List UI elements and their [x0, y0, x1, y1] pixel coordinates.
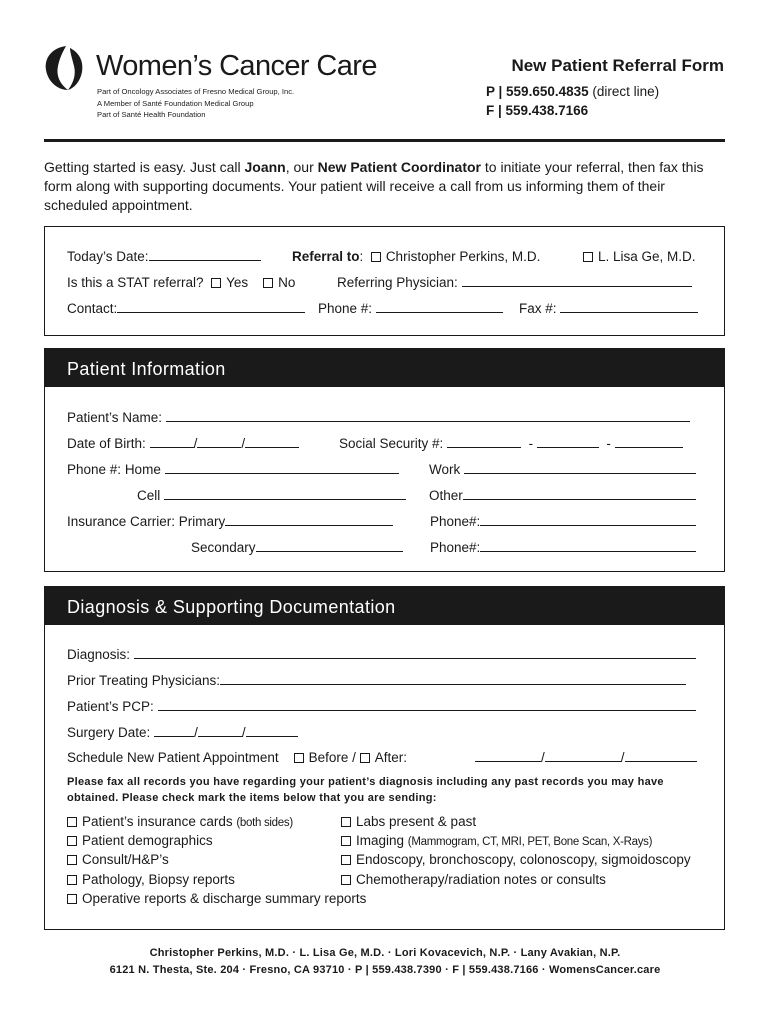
surgery-month-input[interactable] — [154, 725, 194, 737]
insurance-primary-row: Insurance Carrier: Primary — [67, 514, 393, 529]
referral-phone-input[interactable] — [376, 301, 503, 313]
ssn-part2-input[interactable] — [537, 436, 599, 448]
pcp-input[interactable] — [158, 699, 696, 711]
before-checkbox[interactable] — [294, 753, 304, 763]
referral-to-row: Referral to: Christopher Perkins, M.D. — [292, 249, 541, 264]
doctor1-checkbox[interactable] — [371, 252, 381, 262]
home-phone-row: Phone #: Home — [67, 462, 399, 477]
checklist-imaging: Imaging (Mammogram, CT, MRI, PET, Bone Scan, X-Rays) — [341, 833, 652, 848]
consult-checkbox[interactable] — [67, 855, 77, 865]
ssn-row: Social Security #: - - — [339, 436, 683, 451]
insurance-primary-input[interactable] — [225, 514, 393, 526]
brand-affiliations: Part of Oncology Associates of Fresno Medical Group, Inc. A Member of Santé Foundation Medical Group Part of Santé Health Foundation — [97, 87, 295, 119]
diagnosis-row: Diagnosis: — [67, 647, 696, 662]
insurance-secondary-input[interactable] — [256, 540, 403, 552]
footer-providers: Christopher Perkins, M.D. · L. Lisa Ge, M.D. · Lori Kovacevich, N.P. · Lany Avakian, N.P. — [149, 947, 621, 959]
doctor2-row: L. Lisa Ge, M.D. — [583, 249, 696, 264]
insurance-secondary-row: Secondary — [191, 540, 403, 555]
contact-row: Contact: — [67, 301, 305, 316]
surgery-day-input[interactable] — [198, 725, 242, 737]
other-phone-input[interactable] — [463, 488, 696, 500]
footer — [0, 945, 770, 979]
schedule-year-input[interactable] — [625, 750, 697, 762]
referral-fax-input[interactable] — [560, 301, 698, 313]
fax-number: F | 559.438.7166 — [486, 103, 589, 118]
prior-physicians-row: Prior Treating Physicians: — [67, 673, 686, 688]
stat-no-checkbox[interactable] — [263, 278, 273, 288]
referral-box — [44, 226, 725, 336]
imaging-checkbox[interactable] — [341, 836, 351, 846]
after-checkbox[interactable] — [360, 753, 370, 763]
contact-lines — [486, 82, 659, 120]
checklist-chemotherapy: Chemotherapy/radiation notes or consults — [341, 872, 606, 887]
records-note: Please fax all records you have regarding your patient’s diagnosis including any past records you may have obtained. Please check mark the items below that you are sending: — [67, 776, 664, 804]
phone-note: (direct line) — [592, 84, 660, 99]
insurance-primary-phone-input[interactable] — [480, 514, 696, 526]
surgery-date-row: Surgery Date: / / — [67, 725, 298, 740]
ssn-part3-input[interactable] — [615, 436, 683, 448]
pathology-checkbox[interactable] — [67, 875, 77, 885]
schedule-day-input[interactable] — [545, 750, 621, 762]
checklist-demographics: Patient demographics — [67, 833, 213, 848]
form-title: New Patient Referral Form — [511, 56, 724, 75]
checklist-operative: Operative reports & discharge summary reports — [67, 891, 366, 906]
insurance-secondary-phone-row: Phone#: — [430, 540, 696, 555]
dob-day-input[interactable] — [197, 436, 241, 448]
demographics-checkbox[interactable] — [67, 836, 77, 846]
work-phone-input[interactable] — [464, 462, 696, 474]
brand-name: Women’s Cancer Care — [96, 50, 377, 82]
referral-phone-row: Phone #: — [318, 301, 503, 316]
prior-physicians-input[interactable] — [220, 673, 686, 685]
diagnosis-box — [44, 586, 725, 930]
stat-yes-checkbox[interactable] — [211, 278, 221, 288]
dob-year-input[interactable] — [245, 436, 299, 448]
patient-name-row: Patient’s Name: — [67, 410, 690, 425]
checklist-consult: Consult/H&P’s — [67, 852, 169, 867]
schedule-row: Schedule New Patient Appointment Before / After: — [67, 750, 407, 765]
phone-number: P | 559.650.4835 — [486, 84, 589, 99]
insurance-primary-phone-row: Phone#: — [430, 514, 696, 529]
patient-information-header: Patient Information — [45, 349, 724, 387]
cell-phone-row: Cell — [137, 488, 406, 503]
contact-input[interactable] — [117, 301, 305, 313]
referral-fax-row: Fax #: — [519, 301, 698, 316]
checklist-insurance-cards: Patient’s insurance cards (both sides) — [67, 814, 293, 829]
labs-checkbox[interactable] — [341, 817, 351, 827]
work-phone-row: Work — [429, 462, 696, 477]
stat-row: Is this a STAT referral? Yes No — [67, 275, 296, 290]
todays-date-row: Today’s Date: — [67, 249, 261, 264]
endoscopy-checkbox[interactable] — [341, 855, 351, 865]
referring-physician-input[interactable] — [462, 275, 692, 287]
pcp-row: Patient’s PCP: — [67, 699, 696, 714]
checklist-labs: Labs present & past — [341, 814, 476, 829]
dob-row: Date of Birth: / / — [67, 436, 299, 451]
diagnosis-input[interactable] — [134, 647, 696, 659]
ribbon-logo-icon — [42, 44, 90, 92]
diagnosis-header: Diagnosis & Supporting Documentation — [45, 587, 724, 625]
insurance-cards-checkbox[interactable] — [67, 817, 77, 827]
checklist-endoscopy: Endoscopy, bronchoscopy, colonoscopy, sigmoidoscopy — [341, 852, 691, 867]
referring-physician-row: Referring Physician: — [337, 275, 692, 290]
cell-phone-input[interactable] — [164, 488, 406, 500]
intro-paragraph: Getting started is easy. Just call Joann, our New Patient Coordinator to initiate your referral, then fax this form along with supporting documents. Your patient will receive a call from us informing them of their scheduled appointment. — [44, 159, 704, 213]
chemotherapy-checkbox[interactable] — [341, 875, 351, 885]
checklist-pathology: Pathology, Biopsy reports — [67, 872, 235, 887]
ssn-part1-input[interactable] — [447, 436, 521, 448]
surgery-year-input[interactable] — [246, 725, 298, 737]
schedule-month-input[interactable] — [475, 750, 541, 762]
dob-month-input[interactable] — [150, 436, 194, 448]
doctor2-checkbox[interactable] — [583, 252, 593, 262]
operative-checkbox[interactable] — [67, 894, 77, 904]
patient-name-input[interactable] — [166, 410, 690, 422]
other-phone-row: Other — [429, 488, 696, 503]
home-phone-input[interactable] — [165, 462, 399, 474]
header-divider — [44, 139, 725, 142]
todays-date-input[interactable] — [149, 249, 261, 261]
footer-address: 6121 N. Thesta, Ste. 204 · Fresno, CA 93710 · P | 559.438.7390 · F | 559.438.7166 · WomensCancer.care — [109, 964, 661, 976]
insurance-secondary-phone-input[interactable] — [480, 540, 696, 552]
schedule-date-row: / / — [475, 750, 697, 765]
patient-information-box — [44, 348, 725, 572]
